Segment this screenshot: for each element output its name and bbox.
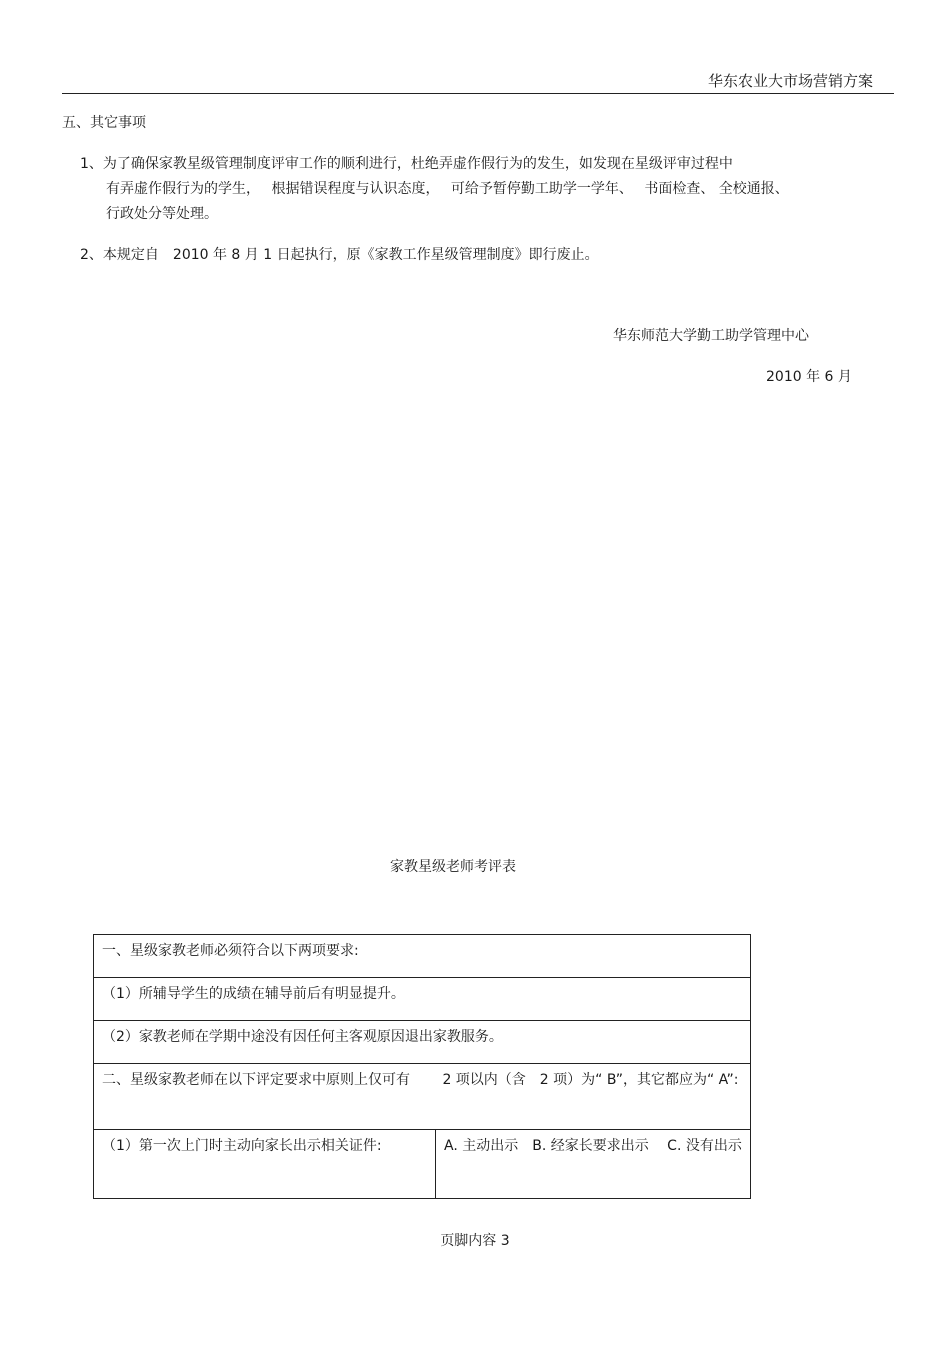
table-cell: 一、星级家教老师必须符合以下两项要求:: [94, 935, 751, 978]
table-row: [94, 1021, 751, 1064]
item-1-line-2: 有弄虚作假行为的学生， 根据错误程度与认识态度， 可给予暂停勤工助学一学年、 书面检查、 全校通报、: [106, 181, 789, 197]
table-row: [94, 978, 751, 1021]
item-1-line-3: 行政处分等处理。: [106, 206, 218, 222]
item-1-line-1: 1、为了确保家教星级管理制度评审工作的顺利进行，杜绝弄虚作假行为的发生，如发现在星级评审过程中: [80, 156, 733, 172]
table-cell: 二、星级家教老师在以下评定要求中原则上仅可有 2 项以内（含 2 项）为“ B”，其它都应为“ A”:: [94, 1064, 751, 1130]
table-title: 家教星级老师考评表: [390, 859, 516, 875]
section-heading: 五、其它事项: [62, 115, 146, 131]
criteria-options-cell: A. 主动出示 B. 经家长要求出示 C. 没有出示: [436, 1130, 751, 1199]
document-header-title: 华东农业大市场营销方案: [707, 72, 873, 90]
table-cell: （1）所辅导学生的成绩在辅导前后有明显提升。: [94, 978, 751, 1021]
criteria-question-cell: （1）第一次上门时主动向家长出示相关证件:: [94, 1130, 436, 1199]
table-row: [94, 1130, 751, 1199]
signature-organization: 华东师范大学勤工助学管理中心: [613, 328, 809, 344]
table-row: [94, 1064, 751, 1130]
signature-date: 2010 年 6 月: [766, 369, 852, 385]
evaluation-table: [93, 934, 751, 1199]
item-2: 2、本规定自 2010 年 8 月 1 日起执行，原《家教工作星级管理制度》即行废止。: [80, 247, 599, 263]
table-row: [94, 935, 751, 978]
header-divider: [62, 93, 894, 94]
page-footer: 页脚内容 3: [440, 1233, 510, 1249]
table-cell: （2）家教老师在学期中途没有因任何主客观原因退出家教服务。: [94, 1021, 751, 1064]
